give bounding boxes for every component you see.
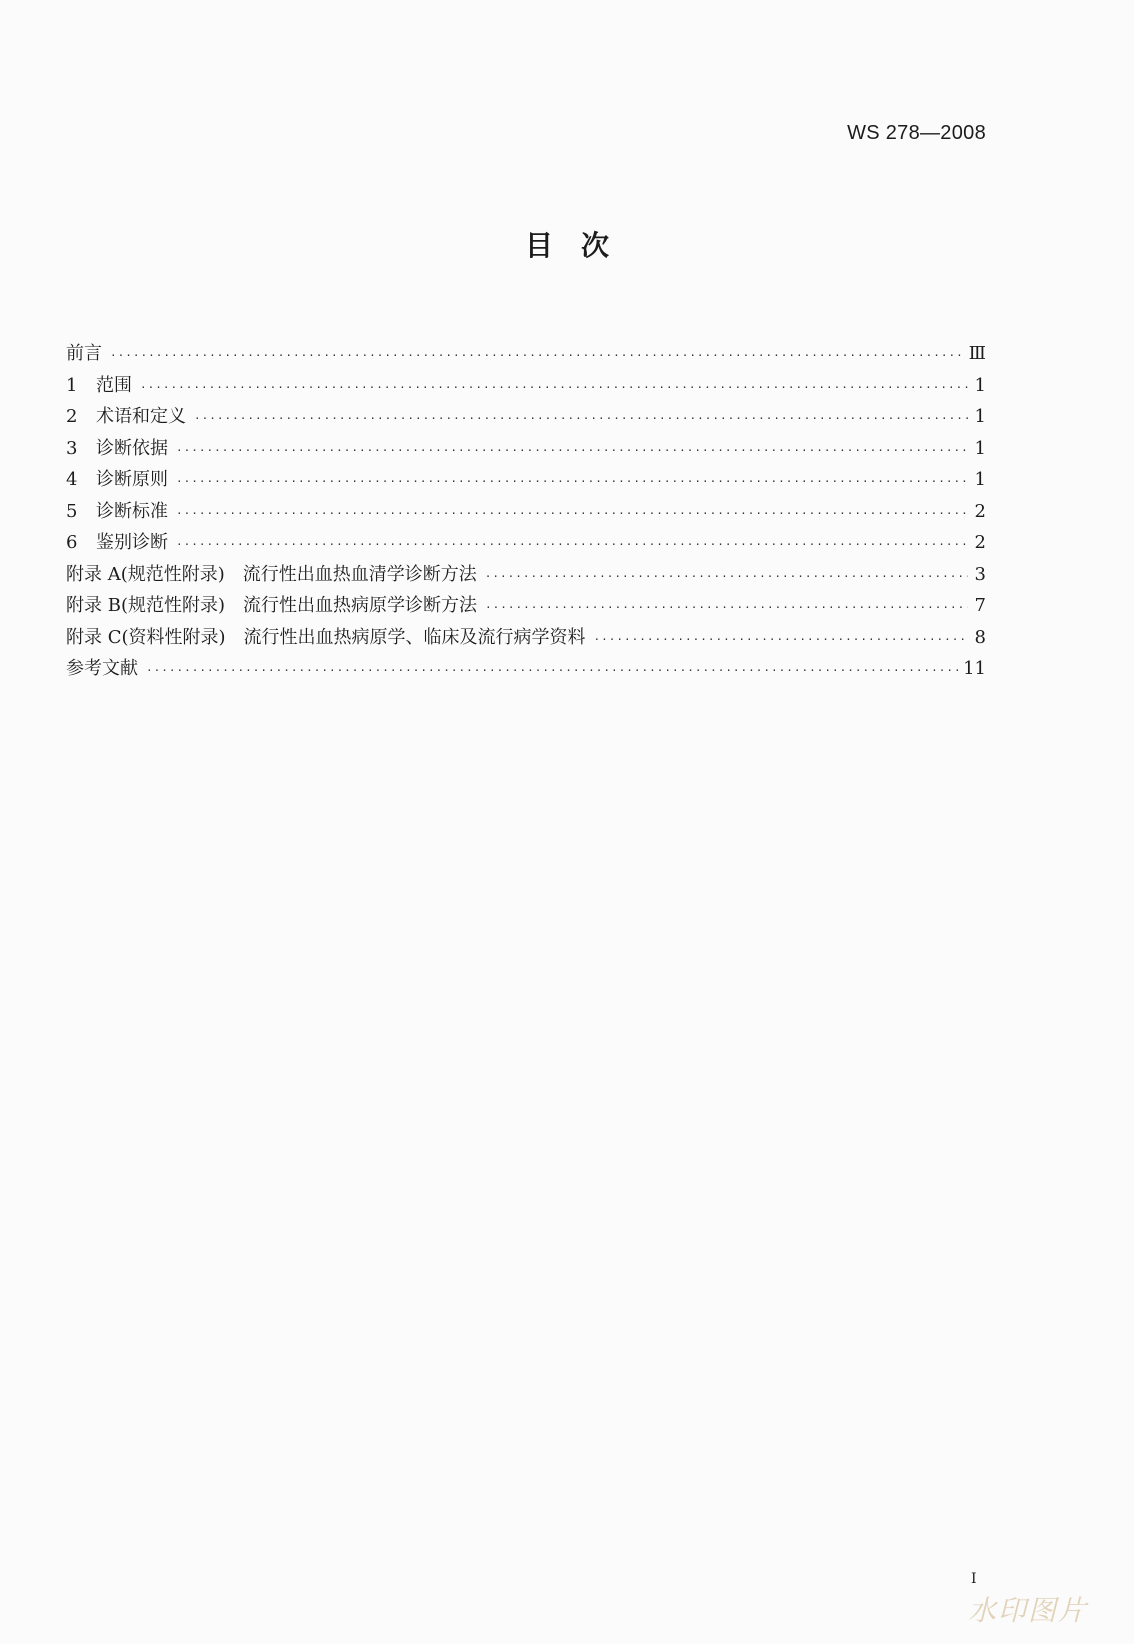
toc-row[interactable]	[66, 591, 986, 623]
toc-entry-label: 鉴别诊断	[96, 532, 168, 553]
toc-entry-number: 4	[66, 469, 78, 490]
toc-leader-dots	[176, 475, 968, 488]
toc-leader-dots	[146, 664, 959, 677]
toc-entry-page: 2	[974, 532, 986, 553]
toc-entry-number: 1	[66, 374, 78, 396]
toc-leader-dots	[176, 444, 968, 457]
toc-entry-label: 术语和定义	[96, 406, 186, 427]
page-title: 目 次	[524, 229, 609, 262]
toc-entry-number: 5	[66, 500, 78, 522]
toc-row[interactable]	[66, 465, 986, 497]
toc-entry-page: 11	[963, 658, 986, 679]
toc-leader-dots	[194, 412, 968, 425]
toc-entry-number: 3	[66, 437, 78, 459]
toc-entry-page: 2	[974, 500, 986, 522]
toc-row[interactable]	[66, 434, 986, 466]
toc-entry-page: 1	[974, 469, 986, 490]
toc-row[interactable]	[66, 339, 986, 371]
toc-entry-page: 1	[974, 437, 986, 459]
toc-row[interactable]	[66, 528, 986, 560]
toc-entry-page: 1	[974, 406, 986, 427]
toc-entry-label: 诊断依据	[96, 437, 168, 459]
standard-code: WS 278—2008	[847, 122, 986, 144]
toc-entry-label: 前言	[66, 343, 102, 364]
toc-entry-label: 参考文献	[66, 658, 138, 679]
toc-leader-dots	[176, 538, 968, 551]
toc-leader-dots	[110, 349, 965, 362]
toc-entry-page: 3	[974, 563, 986, 585]
toc-entry-number: 2	[66, 406, 78, 427]
page-number: I	[971, 1571, 977, 1587]
toc-leader-dots	[485, 601, 968, 614]
toc-leader-dots	[594, 633, 968, 646]
watermark: 水印图片	[968, 1594, 1089, 1627]
toc-row[interactable]	[66, 371, 986, 403]
toc-entry-page: Ⅲ	[968, 343, 986, 364]
toc-leader-dots	[485, 570, 968, 583]
toc-row[interactable]	[66, 497, 986, 529]
toc-entry-page: 1	[974, 374, 986, 396]
toc-leader-dots	[140, 381, 968, 394]
toc-entry-label: 范围	[96, 374, 132, 396]
toc-entry-page: 7	[974, 595, 986, 616]
toc-row[interactable]	[66, 623, 986, 655]
toc-entry-label: 诊断原则	[96, 469, 168, 490]
toc-entry-number: 6	[66, 532, 78, 553]
toc-entry-label: 附录 A(规范性附录) 流行性出血热血清学诊断方法	[66, 563, 477, 585]
toc-row[interactable]	[66, 654, 986, 686]
toc-leader-dots	[176, 507, 968, 520]
toc-entry-page: 8	[974, 626, 986, 648]
toc-row[interactable]	[66, 402, 986, 434]
toc-row[interactable]	[66, 560, 986, 592]
table-of-contents	[66, 339, 986, 686]
toc-entry-label: 附录 C(资料性附录) 流行性出血热病原学、临床及流行病学资料	[66, 626, 586, 648]
toc-entry-label: 附录 B(规范性附录) 流行性出血热病原学诊断方法	[66, 595, 477, 616]
toc-entry-label: 诊断标准	[96, 500, 168, 522]
